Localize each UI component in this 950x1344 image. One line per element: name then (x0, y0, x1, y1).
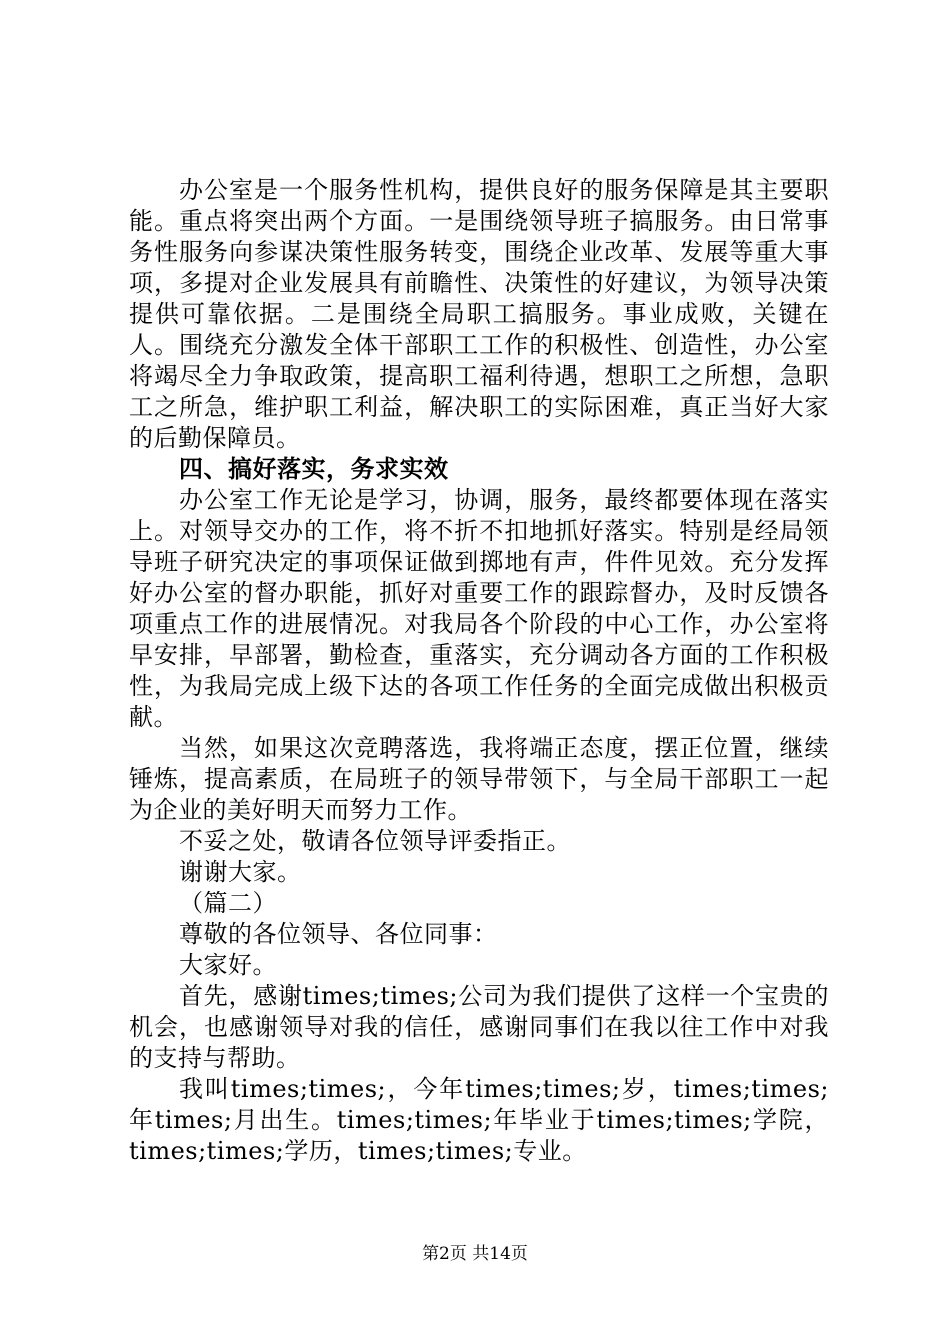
paragraph-implementation: 办公室工作无论是学习，协调，服务，最终都要体现在落实上。对领导交办的工作，将不折不扣地抓好落实。特别是经局领导班子研究决定的事项保证做到掷地有声，件件见效。充分发挥好办公室的督办职能，抓好对重要工作的跟踪督办，及时反馈各项重点工作的进展情况。对我局各个阶段的中心工作，办公室将早安排，早部署，勤检查，重落实，充分调动各方面的工作积极性，为我局完成上级下达的各项工作任务的全面完成做出积极贡献。 (129, 486, 829, 731)
line-greeting: 大家好。 (179, 951, 277, 979)
line-request-correction: 不妥之处，敬请各位领导评委指正。 (179, 827, 571, 855)
line-salutation: 尊敬的各位领导、各位同事： (179, 920, 498, 948)
paragraph-gratitude: 首先，感谢times;times;公司为我们提供了这样一个宝贵的机会，也感谢领导对我的信任，感谢同事们在我以往工作中对我的支持与帮助。 (129, 982, 829, 1072)
paragraph-service-role: 办公室是一个服务性机构，提供良好的服务保障是其主要职能。重点将突出两个方面。一是围绕领导班子搞服务。由日常事务性服务向参谋决策性服务转变，围绕企业改革、发展等重大事项，多提对企业发展具有前瞻性、决策性的好建议，为领导决策提供可靠依据。二是围绕全局职工搞服务。事业成败，关键在人。围绕充分激发全体干部职工工作的积极性、创造性，办公室将竭尽全力争取政策，提高职工福利待遇，想职工之所想，急职工之所急，维护职工利益，解决职工的实际困难，真正当好大家的后勤保障员。 (129, 176, 829, 452)
section-heading-implementation: 四、搞好落实，务求实效 (179, 455, 449, 483)
page-number-footer: 第2页 共14页 (422, 1244, 528, 1264)
paragraph-if-not-selected: 当然，如果这次竞聘落选，我将端正态度，摆正位置，继续锤炼，提高素质，在局班子的领导带领下，与全局干部职工一起为企业的美好明天而努力工作。 (129, 734, 829, 824)
document-body (129, 175, 829, 1167)
paragraph-self-introduction: 我叫times;times;，今年times;times;岁，times;times;年times;月出生。times;times;年毕业于times;times;学院，times;times;学历，times;times;专业。 (129, 1075, 829, 1165)
line-thanks: 谢谢大家。 (179, 858, 302, 886)
line-part-two-label: （篇二） (179, 889, 277, 917)
